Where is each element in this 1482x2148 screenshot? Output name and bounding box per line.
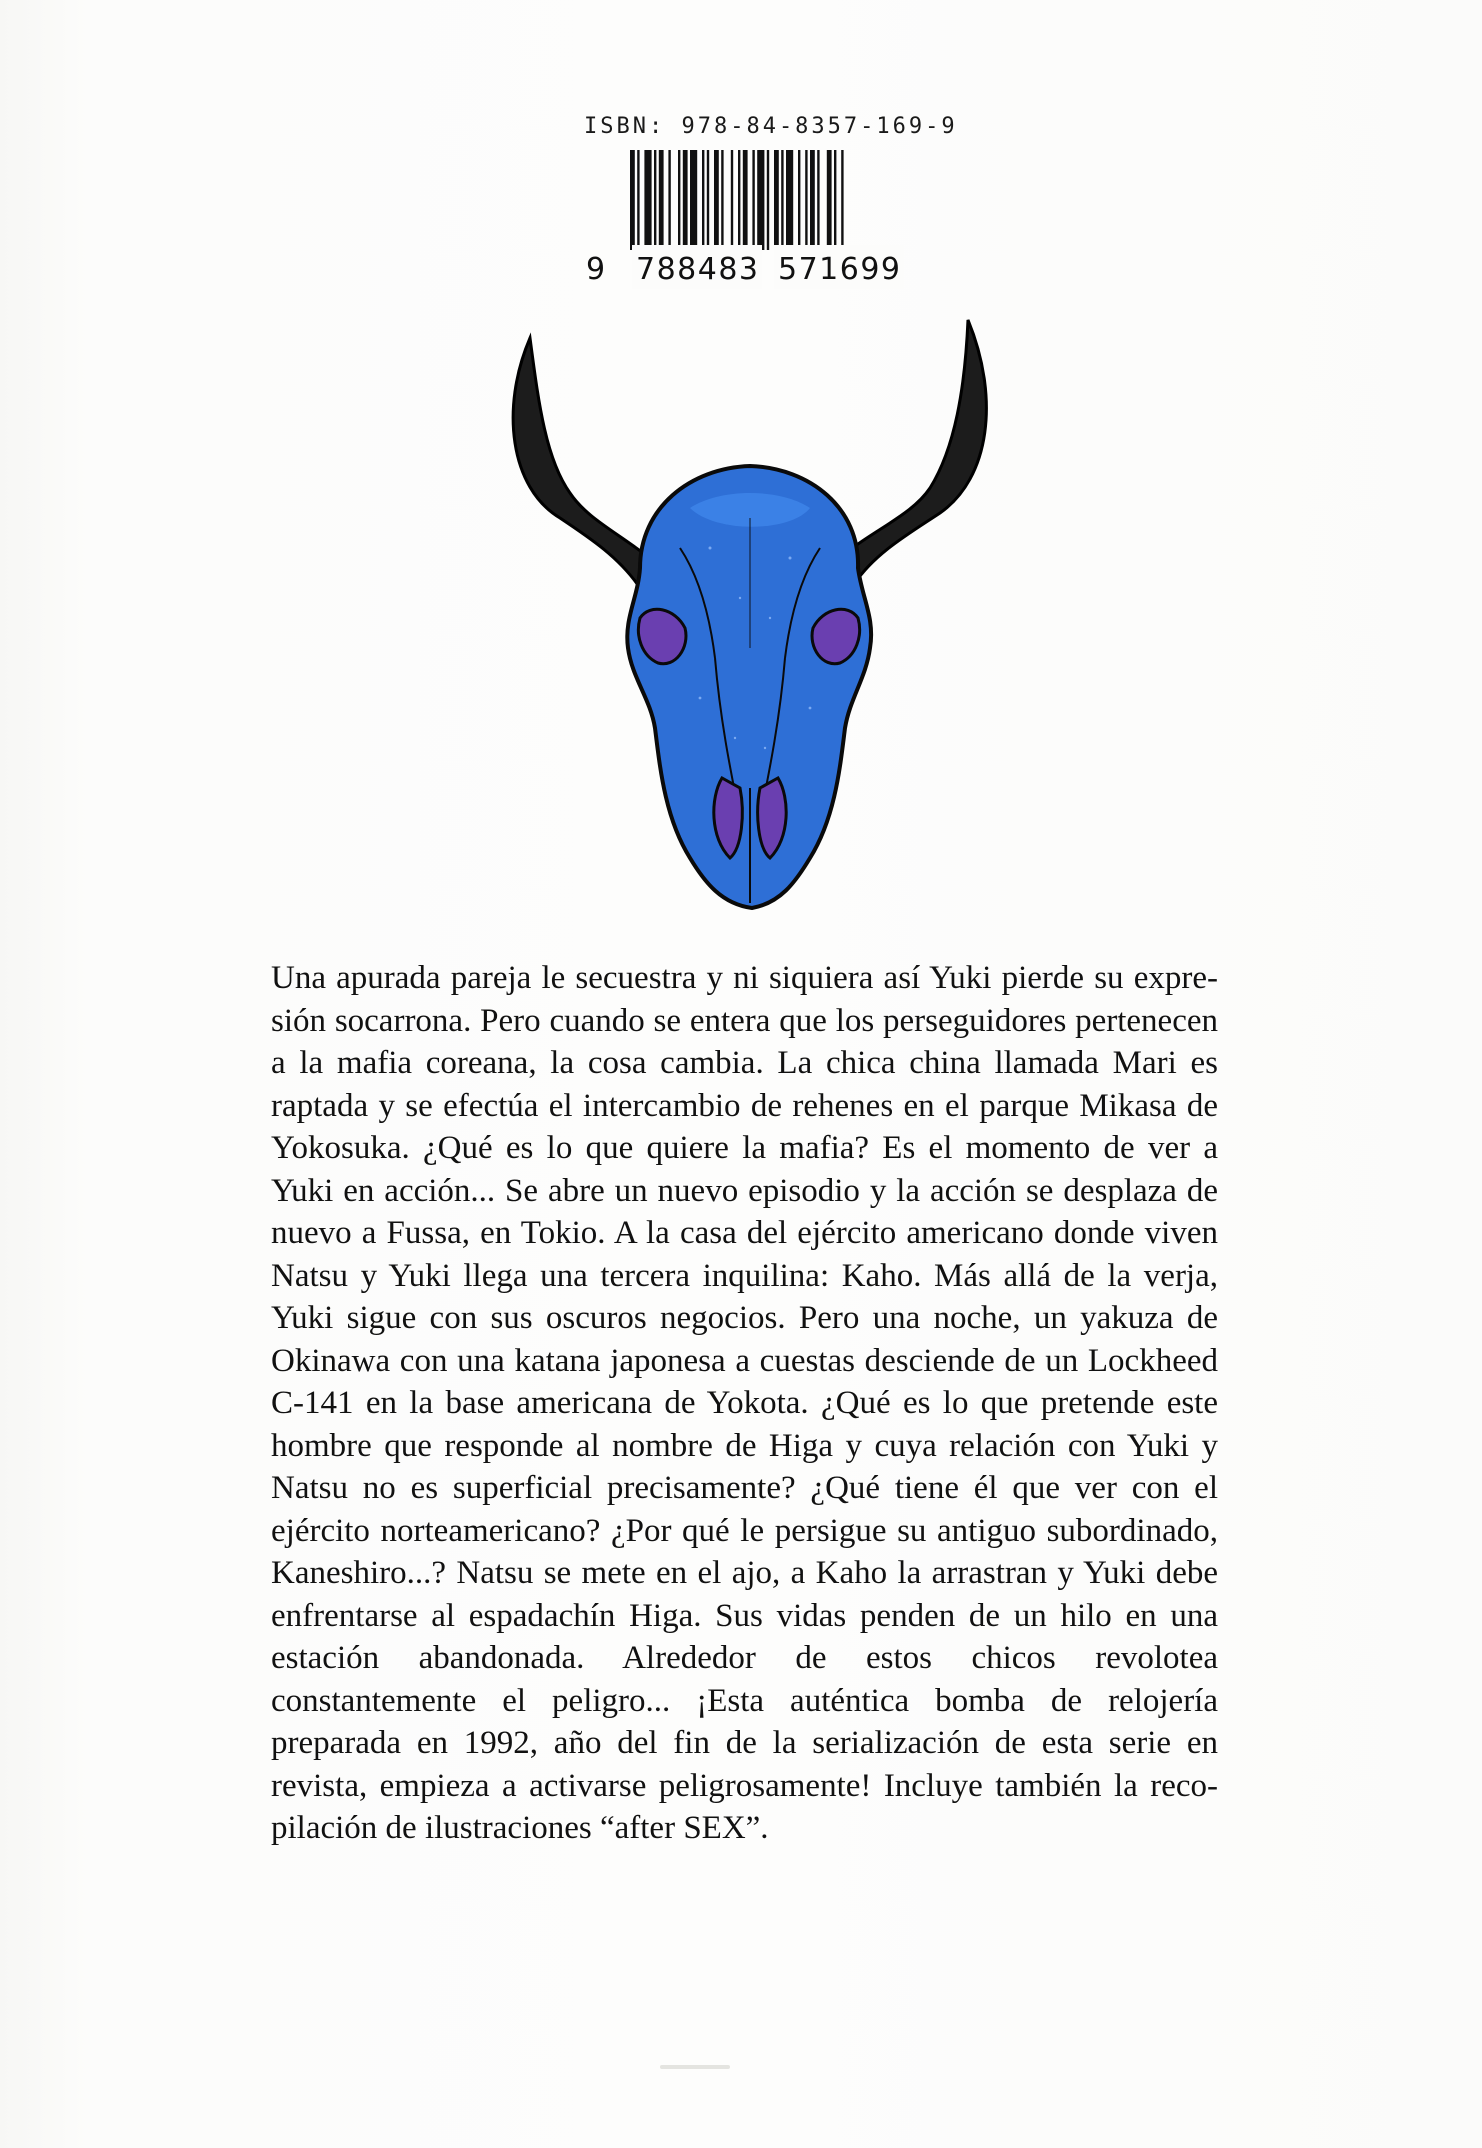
left-horn (513, 338, 660, 588)
barcode-digits-right: 571699 (778, 252, 900, 287)
bull-skull-illustration (490, 318, 1010, 913)
barcode-digits (584, 245, 934, 289)
barcode-digit-first: 9 (586, 252, 606, 287)
barcode-bars (584, 150, 934, 250)
barcode-digits-left: 788483 (636, 252, 758, 287)
isbn-label: ISBN: 978-84-8357-169-9 (584, 114, 958, 139)
paper-crease (660, 2065, 730, 2069)
synopsis-text: Una apurada pareja le secuestra y ni siquiera así Yuki pierde su expresión socarrona. Pero cuando se entera que los perseguidores pertenecen a la mafia coreana, la cosa cambia. La chica china llamada Mari es raptada y se efectúa el intercambio de rehenes en el parque Mikasa de Yokosuka. ¿Qué es lo que quiere la mafia? Es el momento de ver a Yuki en acción... Se abre un nuevo episodio y la acción se desplaza de nuevo a Fussa, en Tokio. A la casa del ejército americano donde viven Natsu y Yuki llega una tercera inquilina: Kaho. Más allá de la verja, Yuki sigue con sus oscuros negocios. Pero una noche, un yakuza de Okinawa con una katana japonesa a cuestas desciende de un Lockheed C-141 en la base americana de Yokota. ¿Qué es lo que pretende este hombre que responde al nombre de Higa y cuya relación con Yuki y Natsu no es superficial precisamente? ¿Qué tiene él que ver con el ejército norteamericano? ¿Por qué le persigue su antiguo subordinado, Kaneshiro...? Natsu se mete en el ajo, a Kaho la arrastran y Yuki debe enfrentarse al espadachín Higa. Sus vidas penden de un hilo en una estación abandonada. Alrededor de estos chicos revolotea constantemente el peligro... ¡Esta auténtica bomba de relojería preparada en 1992, año del fin de la serialización de esta serie en revista, empieza a activarse peligrosamente! Incluye también la recopilación de ilustraciones “after SEX”. (271, 960, 1218, 1846)
